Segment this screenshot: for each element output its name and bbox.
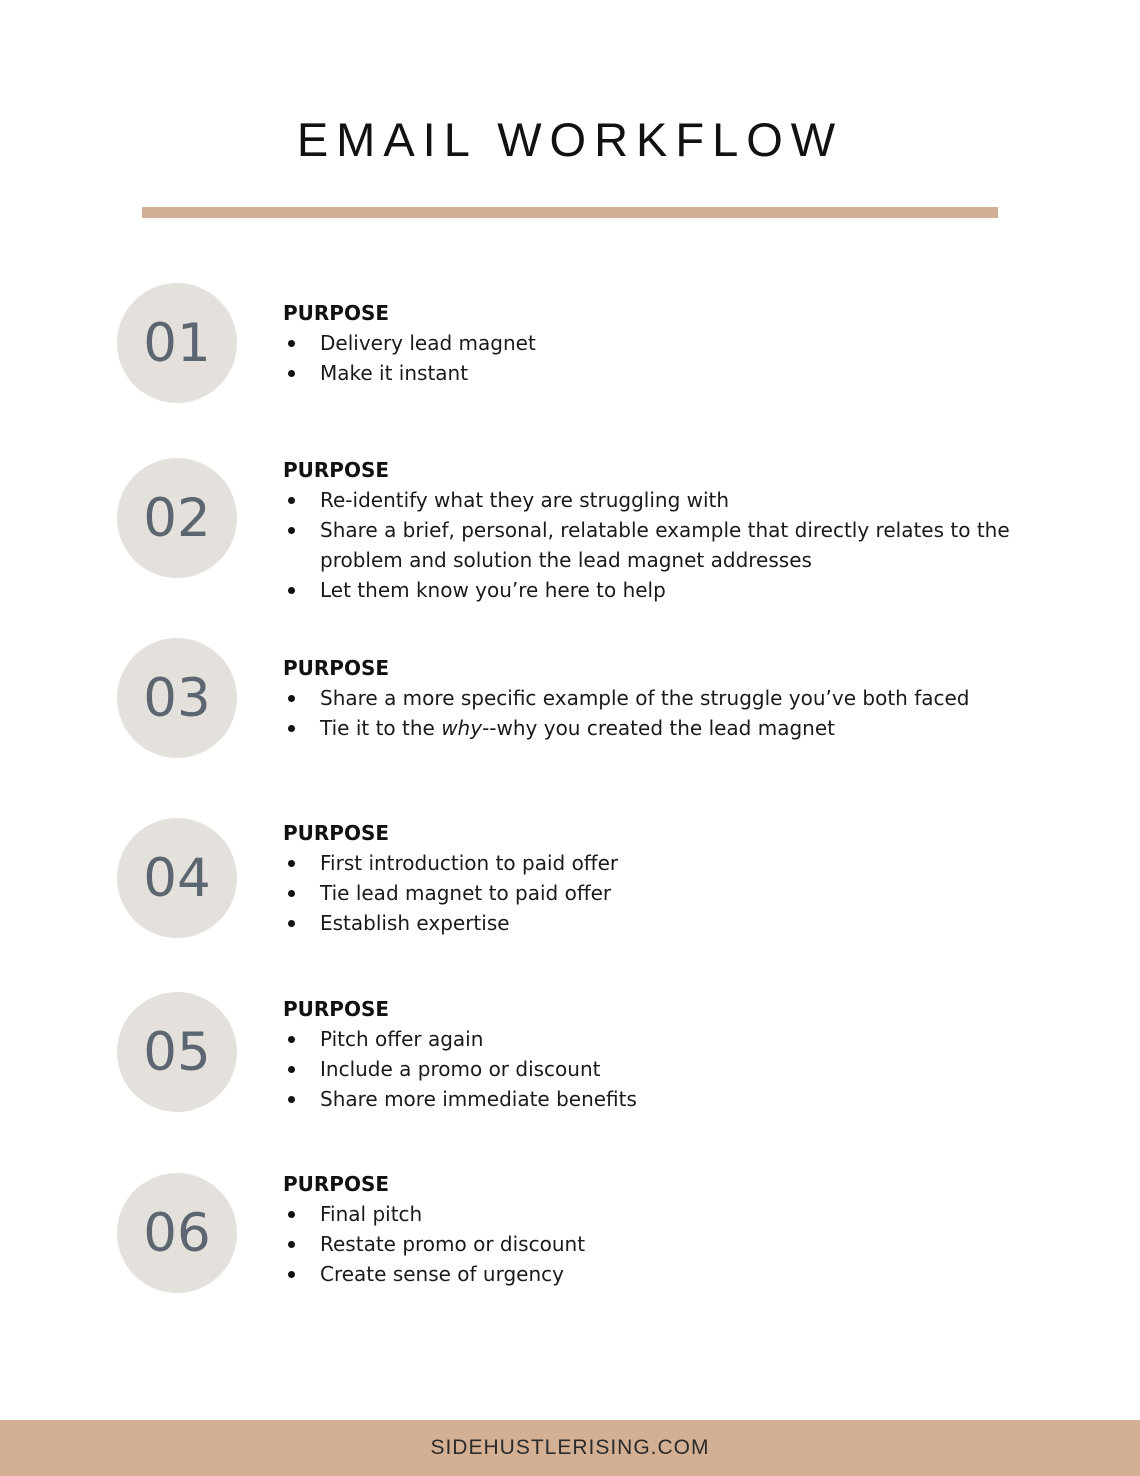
bullet-list — [283, 1024, 1043, 1114]
list-item: Final pitch — [283, 1199, 1043, 1229]
list-item: Make it instant — [283, 358, 1043, 388]
step-number: 04 — [143, 847, 211, 909]
step-number-circle — [117, 818, 237, 938]
step-content — [283, 455, 1043, 605]
list-item: Tie lead magnet to paid offer — [283, 878, 1043, 908]
step-content — [283, 818, 1043, 938]
bullet-list — [283, 848, 1043, 938]
list-item: Share more immediate benefits — [283, 1084, 1043, 1114]
bullet-icon — [288, 587, 295, 594]
list-item: Restate promo or discount — [283, 1229, 1043, 1259]
list-item: Share a more specific example of the struggle you’ve both faced — [283, 683, 1043, 713]
bullet-list — [283, 485, 1043, 605]
bullet-icon — [288, 370, 295, 377]
step-heading: PURPOSE — [283, 821, 390, 845]
step-number: 01 — [143, 312, 211, 374]
title-divider — [142, 207, 998, 218]
step-number: 06 — [143, 1202, 211, 1264]
bullet-list — [283, 328, 1043, 388]
bullet-icon — [288, 1066, 295, 1073]
step-heading: PURPOSE — [283, 656, 390, 680]
step-number-circle — [117, 638, 237, 758]
bullet-icon — [288, 340, 295, 347]
step-content — [283, 994, 1043, 1114]
list-item: Establish expertise — [283, 908, 1043, 938]
bullet-icon — [288, 860, 295, 867]
bullet-icon — [288, 920, 295, 927]
page-title: EMAIL WORKFLOW — [296, 113, 844, 166]
bullet-icon — [288, 1241, 295, 1248]
list-item: Pitch offer again — [283, 1024, 1043, 1054]
footer-bar — [0, 1420, 1140, 1476]
step-heading: PURPOSE — [283, 458, 390, 482]
step-number-circle — [117, 458, 237, 578]
bullet-icon — [288, 527, 295, 534]
bullet-icon — [288, 497, 295, 504]
list-item: Let them know you’re here to help — [283, 575, 1043, 605]
bullet-icon — [288, 890, 295, 897]
step-number-circle — [117, 992, 237, 1112]
list-item: Include a promo or discount — [283, 1054, 1043, 1084]
step-number-circle — [117, 1173, 237, 1293]
step-content — [283, 1169, 1043, 1289]
bullet-icon — [288, 725, 295, 732]
step-heading: PURPOSE — [283, 997, 390, 1021]
step-number-circle — [117, 283, 237, 403]
list-item: Create sense of urgency — [283, 1259, 1043, 1289]
list-item: Tie it to the why--why you created the lead magnet — [283, 713, 1043, 743]
bullet-icon — [288, 1096, 295, 1103]
step-number: 05 — [143, 1021, 211, 1083]
list-item: Delivery lead magnet — [283, 328, 1043, 358]
bullet-list — [283, 1199, 1043, 1289]
bullet-list — [283, 683, 1043, 743]
step-number: 02 — [143, 487, 211, 549]
step-content — [283, 653, 1043, 743]
bullet-icon — [288, 695, 295, 702]
bullet-icon — [288, 1271, 295, 1278]
step-number: 03 — [143, 667, 211, 729]
bullet-icon — [288, 1211, 295, 1218]
step-heading: PURPOSE — [283, 301, 390, 325]
footer-website: SIDEHUSTLERISING.COM — [430, 1436, 710, 1459]
step-heading: PURPOSE — [283, 1172, 390, 1196]
list-item: Re-identify what they are struggling with — [283, 485, 1043, 515]
bullet-icon — [288, 1036, 295, 1043]
list-item: First introduction to paid offer — [283, 848, 1043, 878]
step-content — [283, 298, 1043, 388]
list-item: Share a brief, personal, relatable example that directly relates to the problem and solution the lead magnet addresses — [283, 515, 1043, 575]
